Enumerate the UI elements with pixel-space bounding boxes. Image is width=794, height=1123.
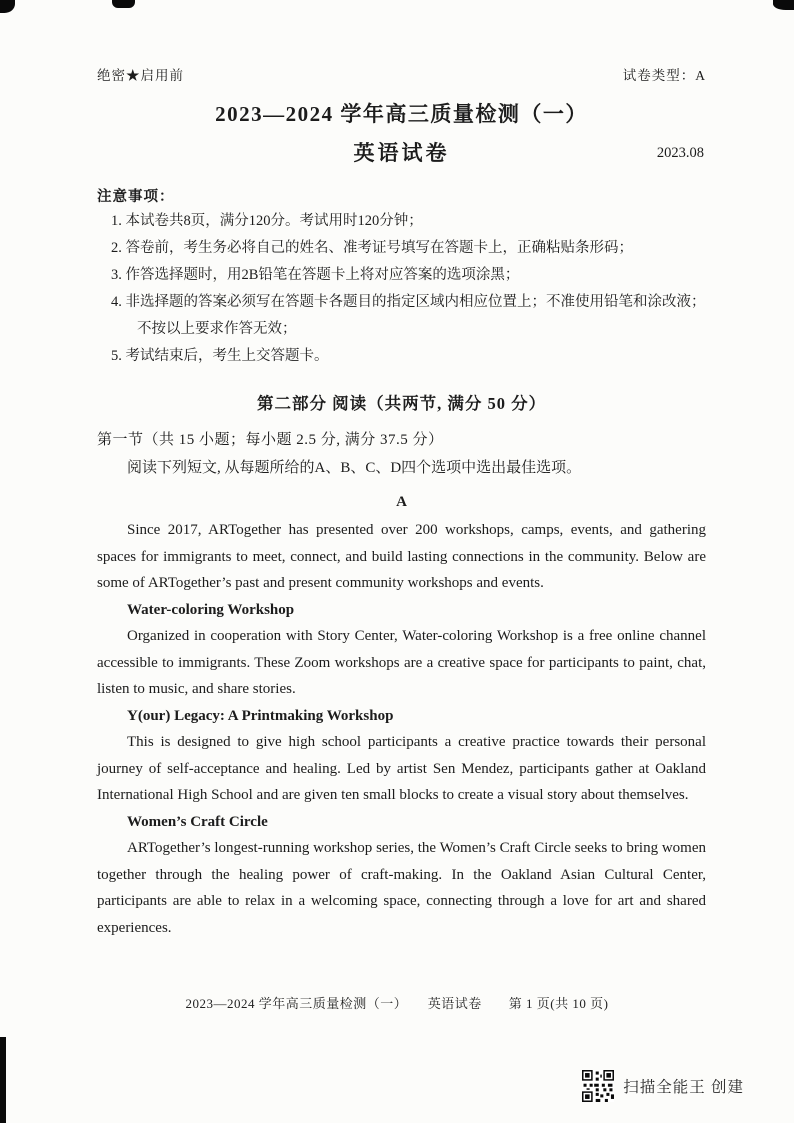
subject-title: 英语试卷 [353,141,450,165]
scan-artifact-top-left-corner [0,0,15,13]
exam-title: 2023—2024 学年高三质量检测（一） [215,102,588,126]
passage-intro: Since 2017, ARTogether has presented over 200 workshops, camps, events, and gathering spaces for immigrants to meet, connect, and build lasting connections in the community. Below are some of ARTogether’s past and present community workshops and events. [97,522,706,591]
subject-row [97,137,706,169]
scan-artifact-top-right-corner [773,0,794,10]
notice-item-1: 1. 本试卷共8页，满分120分。考试用时120分钟； [111,213,423,229]
notice-title: 注意事项： [97,189,175,205]
notice-item-2: 2. 答卷前，考生务必将自己的姓名、准考证号填写在答题卡上，正确粘贴条形码； [111,240,633,256]
scanner-credit-text: 扫描全能王 创建 [623,1079,744,1096]
workshop-3-body: ARTogether’s longest-running workshop series, the Women’s Craft Circle seeks to bring women together through the healing power of craft-making. In the Oakland Asian Cultural Center, participants are able to relax in a welcoming space, connecting through a love for art and shared experiences. [97,840,706,936]
workshop-1-body: Organized in cooperation with Story Center, Water-coloring Workshop is a free online channel accessible to immigrants. These Zoom workshops are a creative space for participants to paint, chat, listen to music, and share stories. [97,628,706,697]
notice-item-3: 3. 作答选择题时，用2B铅笔在答题卡上将对应答案的选项涂黑； [111,267,520,283]
section-instruction: 阅读下列短文, 从每题所给的A、B、C、D四个选项中选出最佳选项。 [127,460,582,476]
workshop-1-heading: Water-coloring Workshop [127,601,295,618]
page-content [97,0,706,941]
workshop-2-heading: Y(our) Legacy: A Printmaking Workshop [127,707,394,724]
exam-date: 2023.08 [656,145,704,161]
scanner-credit [582,1070,744,1102]
qr-code-icon [582,1070,614,1102]
passage-label-a: A [396,494,407,510]
notice-list [97,208,706,370]
workshop-3-heading: Women’s Craft Circle [127,813,268,830]
part-heading: 第二部分 阅读（共两节, 满分 50 分） [256,394,547,413]
security-label: 绝密★启用前 [97,68,184,83]
passage-a [97,517,706,941]
section-heading: 第一节（共 15 小题；每小题 2.5 分, 满分 37.5 分） [97,432,444,448]
paper-type-label: 试卷类型：A [622,68,706,83]
notice-item-4: 4. 非选择题的答案必须写在答题卡各题目的指定区域内相应位置上；不准使用铅笔和涂改液；不按以上要求作答无效； [111,294,706,337]
notice-item-5: 5. 考试结束后，考生上交答题卡。 [111,348,329,364]
page-footer: 2023—2024 学年高三质量检测（一） 英语试卷 第 1 页(共 10 页) [185,996,609,1011]
workshop-2-body: This is designed to give high school participants a creative practice towards their personal journey of self-acceptance and healing. Led by artist Sen Mendez, participants gather at Oakland International High School and are given ten small blocks to create a visual story about themselves. [97,734,706,803]
scan-artifact-left-bar [0,1037,6,1123]
header-meta-row [97,64,706,84]
